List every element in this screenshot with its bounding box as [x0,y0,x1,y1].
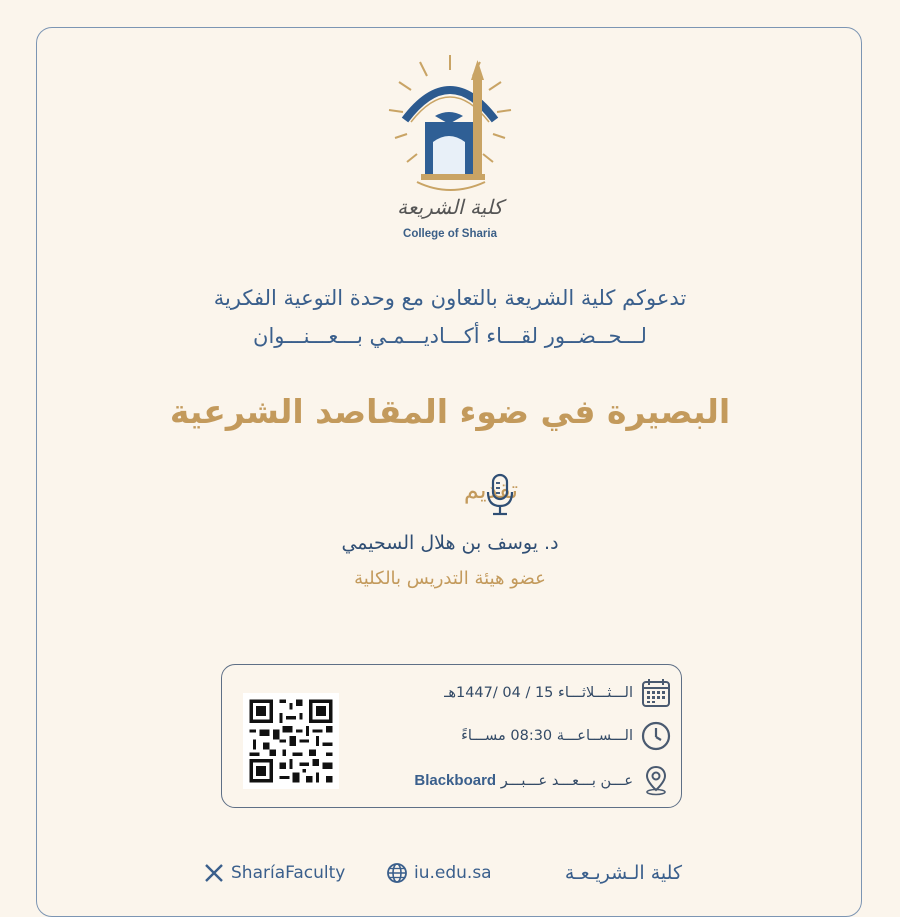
footer-college-name: كلية الـشريـعـة [564,862,682,884]
twitter-handle: SharíaFaculty [231,863,346,883]
invitation-line-1: تدعوكم كلية الشريعة بالتعاون مع وحدة التوعية الفكرية [213,286,687,310]
calendar-icon [639,676,673,710]
presenter-role: عضو هيئة التدريس بالكلية [354,568,546,589]
presenter-header [388,476,518,520]
lecture-title: البصيرة في ضوء المقاصد الشرعية [169,392,731,431]
event-location [414,772,633,789]
college-english-wordmark: College of Sharia [403,228,497,240]
qr-code[interactable] [243,693,339,789]
location-prefix: عـــن بـــعـــد عـــبـــر [500,772,633,789]
event-time-row [461,718,673,754]
event-location-row [414,762,673,798]
globe-icon [386,862,408,884]
invitation-line-2: لـــحــضــور لقـــاء أكـــاديـــمـي بـــعـــنـــوان [253,324,647,348]
svg-text:كلية الشريعة: كلية الشريعة [397,195,503,219]
x-twitter-icon [203,862,225,884]
microphone-icon [484,472,516,518]
location-platform: Blackboard [414,771,497,789]
college-emblem-logo [385,50,515,200]
presenter-label: تقديم [463,476,518,504]
college-arabic-wordmark [380,188,520,224]
footer-twitter[interactable] [203,862,345,884]
event-date-row [444,675,673,711]
clock-icon [639,719,673,753]
location-pin-icon [639,763,673,797]
website-url: iu.edu.sa [414,863,492,883]
event-time: الـــســاعـــة 08:30 مســـاءً [461,728,633,744]
event-date: الـــثـــلاثـــاء 15 / 04 /1447هـ [444,685,633,701]
footer-website[interactable] [386,862,492,884]
presenter-name: د. يوسف بن هلال السحيمي [341,532,559,554]
